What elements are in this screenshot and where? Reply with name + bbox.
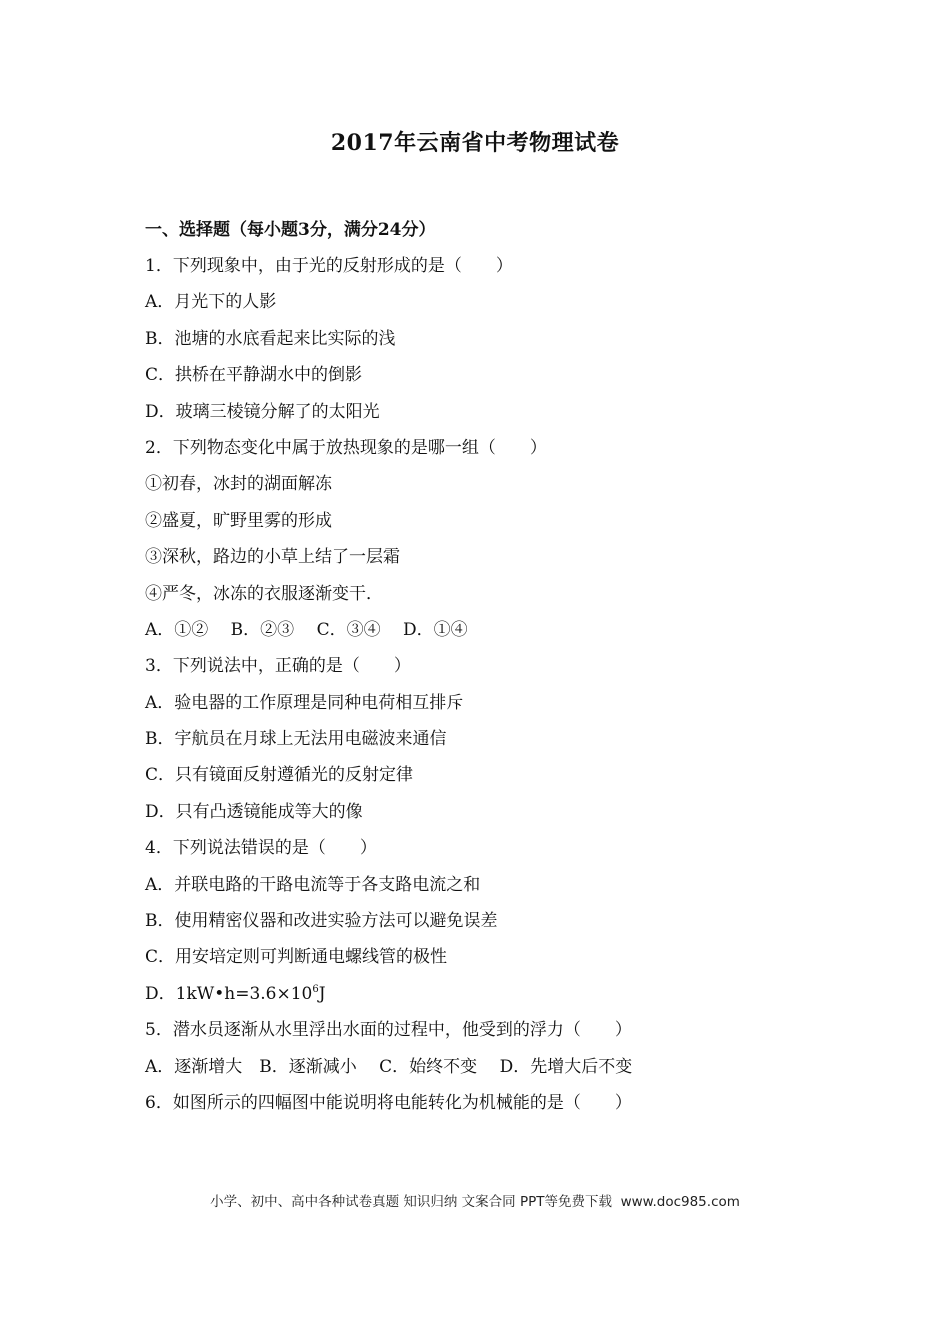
question-1: 1．下列现象中，由于光的反射形成的是（ ） [145,256,513,276]
formula-suffix: J [318,983,326,1004]
question-5: 5．潜水员逐渐从水里浮出水面的过程中，他受到的浮力（ ） [145,1020,632,1041]
page-footer: 小学、初中、高中各种试卷真题 知识归纳 文案合同 PPT等免费下载 www.doc985.com [210,1194,740,1210]
section-heading: 一、选择题（每小题3分，满分24分） [145,220,436,240]
page-title: 2017年云南省中考物理试卷 [330,130,620,156]
formula-prefix: D．1kW•h=3.6×10 [145,983,313,1004]
formula-exponent: 6 [312,983,319,995]
option-3c: C．只有镜面反射遵循光的反射定律 [145,765,414,786]
option-1c: C．拱桥在平静湖水中的倒影 [145,365,363,386]
options-5: A．逐渐增大 B．逐渐减小 C．始终不变 D．先增大后不变 [145,1056,633,1077]
option-3a: A．验电器的工作原理是同种电荷相互排斥 [145,692,464,713]
option-1a: A．月光下的人影 [145,292,277,313]
statement-2-3: ③深秋，路边的小草上结了一层霜 [145,547,400,568]
statement-2-2: ②盛夏，旷野里雾的形成 [145,510,332,531]
question-list [145,254,825,1127]
option-1d: D．玻璃三棱镜分解了的太阳光 [145,401,380,422]
option-4a: A．并联电路的干路电流等于各支路电流之和 [145,874,481,895]
statement-2-1: ①初春，冰封的湖面解冻 [145,474,332,495]
options-2: A．①② B．②③ C．③④ D．①④ [145,619,468,640]
option-4c: C．用安培定则可判断通电螺线管的极性 [145,947,448,968]
question-3: 3．下列说法中，正确的是（ ） [145,656,411,677]
option-1b: B．池塘的水底看起来比实际的浅 [145,328,396,349]
question-2: 2．下列物态变化中属于放热现象的是哪一组（ ） [145,437,547,458]
question-4: 4．下列说法错误的是（ ） [145,838,377,859]
option-3b: B．宇航员在月球上无法用电磁波来通信 [145,729,447,750]
option-3d: D．只有凸透镜能成等大的像 [145,801,363,822]
statement-2-4: ④严冬，冰冻的衣服逐渐变干． [145,583,383,604]
option-4b: B．使用精密仪器和改进实验方法可以避免误差 [145,911,498,932]
option-4d [145,982,825,1018]
question-6: 6．如图所示的四幅图中能说明将电能转化为机械能的是（ ） [145,1092,632,1113]
